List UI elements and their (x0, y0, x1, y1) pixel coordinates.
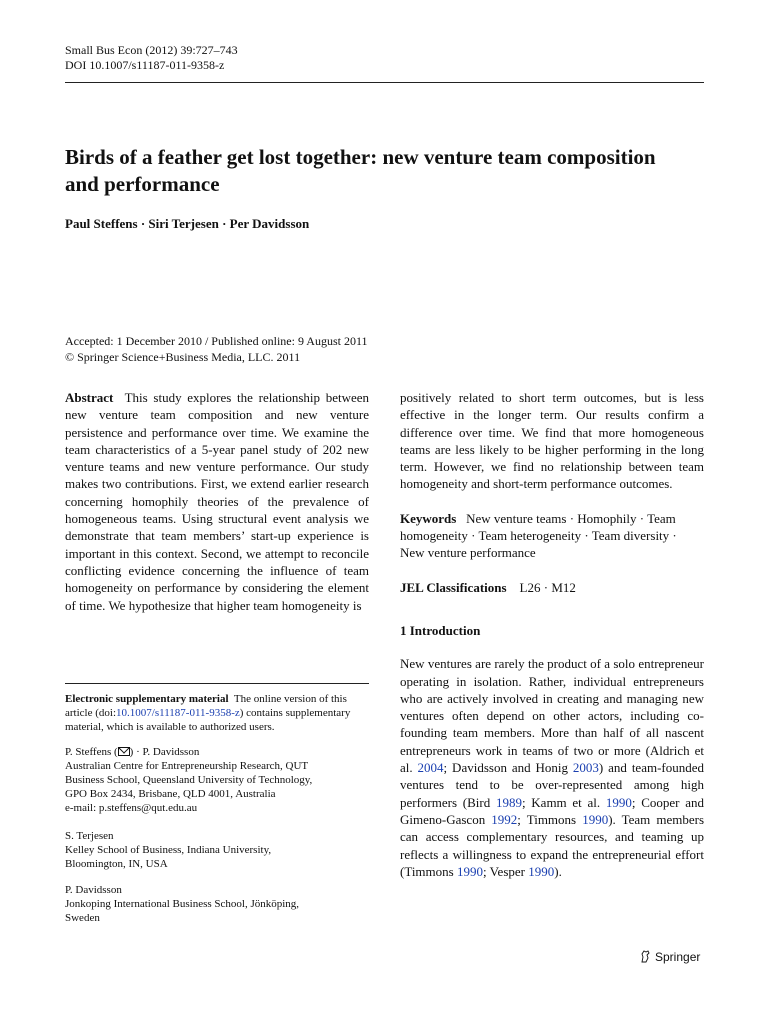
springer-horse-icon (640, 950, 651, 963)
intro-text: ). Team members can access complementary resources, and teaming up reflects a willingness to expand the entrepreneurial effort (Timmons (400, 811, 705, 879)
aff1-name-a: P. Steffens ( (65, 746, 118, 758)
right-column (400, 389, 704, 880)
journal-doi: DOI 10.1007/s11187-011-9358-z (65, 58, 225, 72)
intro-text: ; Davidsson and Honig (443, 760, 569, 776)
aff1-email[interactable]: e-mail: p.steffens@qut.edu.au (65, 802, 198, 814)
footnote-rule (65, 683, 369, 684)
jel-label: JEL Classifications (400, 579, 507, 595)
intro-text: ; Kamm et al. (521, 794, 601, 810)
citation-link[interactable]: 1990 (528, 863, 555, 879)
abstract-text-right: positively related to short term outcomes, but is less effective in the longer term. Our results confirm a difference over time. We find that more homogeneous teams are less likely to be higher performing in the long term. However, we find no relationship between team homogeneity and short-term performance outcomes. (400, 390, 704, 492)
intro-text: ; Vesper (482, 863, 525, 879)
affiliation-steffens (65, 745, 371, 815)
citation-link[interactable]: 2003 (572, 760, 599, 776)
citation-link[interactable]: 2004 (417, 760, 444, 776)
intro-text: ; Timmons (517, 811, 577, 827)
keywords-text: New venture teams · Homophily · Team homogeneity · Team heterogeneity · Team diversity · New venture performance (400, 510, 677, 561)
esm-note (65, 692, 371, 734)
journal-header (65, 43, 238, 73)
jel-block (400, 579, 704, 596)
citation-link[interactable]: 1990 (456, 863, 483, 879)
esm-text-a: The online version of this article (doi: (65, 693, 347, 719)
author-list: Paul Steffens · Siri Terjesen · Per Davidsson (65, 216, 310, 231)
jel-text: L26 · M12 (519, 579, 576, 595)
keywords-block (400, 510, 704, 562)
esm-doi-link[interactable]: 10.1007/s11187-011-9358-z (116, 707, 240, 719)
citation-link[interactable]: 1990 (605, 794, 632, 810)
publisher-mark (640, 950, 700, 964)
aff2-line: Bloomington, IN, USA (65, 858, 168, 870)
keywords-label: Keywords (400, 510, 457, 526)
aff2-name: S. Terjesen (65, 830, 114, 842)
publication-dates (65, 334, 368, 365)
abstract-text-left: This study explores the relationship between new venture team composition and new venture persistence and performance over time. We examine the team characteristics of a 5-year panel study of 202 new venture teams and new venture performance. Our study makes two contributions. First, we extend earlier research concerning homophily theories of the prevalence of homogeneous teams. Using structural event analysis we demonstrate that team members’ start-up experience is important in this context. Second, we attempt to reconcile conflicting evidence concerning the influence of team homogeneity on performance by considering the element of time. We hypothesize that higher team homogeneity is (65, 390, 370, 613)
esm-label: Electronic supplementary material (65, 693, 229, 705)
esm-text-b: ) contains supplementary material, which is available to authorized users. (65, 707, 351, 733)
publisher-name: Springer (655, 950, 701, 964)
aff3-line: Jonkoping International Business School, Jönköping, (65, 898, 300, 910)
citation-link[interactable]: 1992 (491, 811, 518, 827)
intro-text: New ventures are rarely the product of a solo entrepreneur operating in isolation. Rather, individual entrepreneurs who are actively involved in creating and managing new ventures often depend on other actors, including co-founding team members. More than half of all nascent entrepreneurs work in teams of two or more (Aldrich et al. (400, 656, 704, 776)
section-heading-introduction: 1 Introduction (400, 622, 481, 638)
aff1-name-b: ) · P. Davidsson (129, 746, 200, 758)
journal-citation: Small Bus Econ (2012) 39:727–743 (65, 43, 238, 57)
affiliation-davidsson (65, 883, 371, 925)
citation-link[interactable]: 1990 (582, 811, 609, 827)
envelope-icon (118, 747, 130, 756)
aff3-line: Sweden (65, 912, 100, 924)
intro-text: ). (554, 863, 562, 879)
aff1-line: Business School, Queensland University of Technology, (65, 774, 313, 786)
aff1-line: Australian Centre for Entrepreneurship Research, QUT (65, 760, 309, 772)
intro-paragraph (400, 655, 704, 880)
abstract-left-column (65, 389, 369, 614)
citation-link[interactable]: 1989 (495, 794, 522, 810)
dates-line: Accepted: 1 December 2010 / Published online: 9 August 2011 (65, 334, 368, 348)
intro-text: ; Cooper and Gimeno-Gascon (400, 794, 705, 827)
copyright-line: © Springer Science+Business Media, LLC. 2011 (65, 349, 301, 364)
aff1-line: GPO Box 2434, Brisbane, QLD 4001, Australia (65, 788, 276, 800)
affiliation-terjesen (65, 829, 371, 871)
article-title: Birds of a feather get lost together: new venture team composition and performance (65, 145, 656, 196)
intro-text: ) and team-founded ventures tend to be over-represented among high performers (Bird (400, 760, 705, 810)
aff3-name: P. Davidsson (65, 884, 122, 896)
abstract-label: Abstract (65, 390, 114, 405)
header-rule (65, 82, 704, 83)
aff2-line: Kelley School of Business, Indiana University, (65, 844, 272, 856)
